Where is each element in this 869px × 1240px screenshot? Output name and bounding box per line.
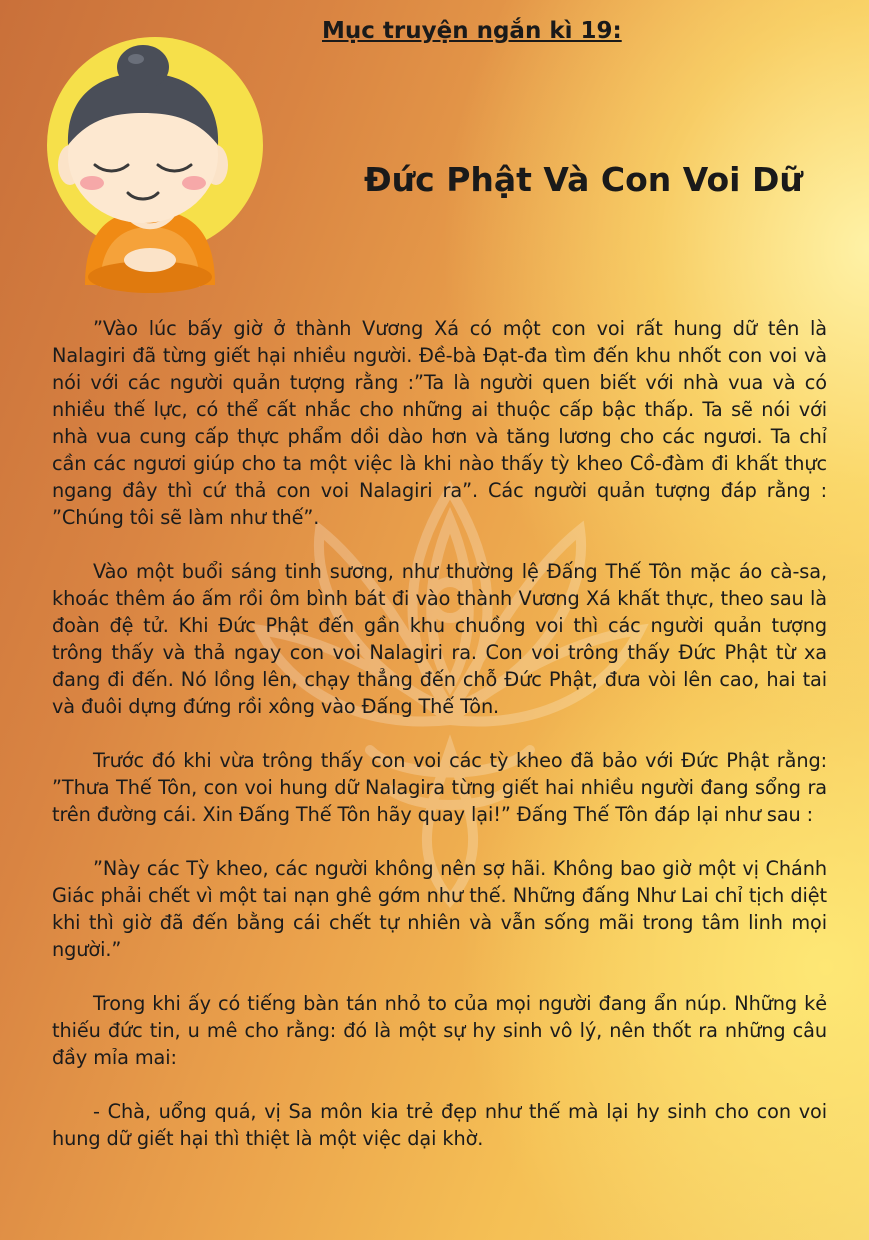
story-body (52, 315, 827, 1179)
paragraph: ”Này các Tỳ kheo, các người không nên sợ hãi. Không bao giờ một vị Chánh Giác phải chết vì một tai nạn ghê gớm như thế. Những đấng Như Lai chỉ tịch diệt khi thì giờ đã đến bằng cái chết tự nhiên và vẫn sống mãi trong tâm linh mọi người.” (52, 857, 827, 961)
buddha-mascot-icon (0, 5, 265, 300)
paragraph: - Chà, uổng quá, vị Sa môn kia trẻ đẹp như thế mà lại hy sinh cho con voi hung dữ giết hại thì thiệt là một việc dại khờ. (52, 1100, 827, 1150)
story-title: Đức Phật Và Con Voi Dữ (364, 160, 803, 199)
paragraph: Trong khi ấy có tiếng bàn tán nhỏ to của mọi người đang ẩn núp. Những kẻ thiếu đức tin, u mê cho rằng: đó là một sự hy sinh vô lý, nên thốt ra những câu đầy mỉa mai: (52, 992, 827, 1069)
paragraph: Trước đó khi vừa trông thấy con voi các tỳ kheo đã bảo với Đức Phật rằng: ”Thưa Thế Tôn, con voi hung dữ Nalagira từng giết hai nhiều người đang sổng ra trên đường cái. Xin Đấng Thế Tôn hãy quay lại!” Đấng Thế Tôn đáp lại như sau : (52, 749, 827, 826)
paragraph: Vào một buổi sáng tinh sương, như thường lệ Đấng Thế Tôn mặc áo cà-sa, khoác thêm áo ấm rồi ôm bình bát đi vào thành Vương Xá khất thực, theo sau là đoàn đệ tử. Khi Đức Phật đến gần khu chuồng voi thì các người quản tượng trông thấy và thả ngay con voi Nalagiri ra. Con voi trông thấy Đức Phật từ xa đang đi đến. Nó lồng lên, chạy thẳng đến chỗ Đức Phật, đưa vòi lên cao, hai tai và đuôi dựng đứng rồi xông vào Đấng Thế Tôn. (52, 560, 827, 718)
paragraph: ”Vào lúc bấy giờ ở thành Vương Xá có một con voi rất hung dữ tên là Nalagiri đã từng giết hại nhiều người. Đề-bà Đạt-đa tìm đến khu nhốt con voi và nói với các người quản tượng rằng :”Ta là người quen biết với nhà vua và có nhiều thế lực, có thể cất nhắc cho những ai thuộc cấp bậc thấp. Ta sẽ nói với nhà vua cung cấp thực phẩm dồi dào hơn và tăng lương cho các ngươi. Ta chỉ cần các ngươi giúp cho ta một việc là khi nào thấy tỳ kheo Cồ-đàm đi khất thực ngang đây thì cứ thả con voi Nalagiri ra”. Các người quản tượng đáp rằng : ”Chúng tôi sẽ làm như thế”. (52, 317, 827, 529)
section-title: Mục truyện ngắn kì 19: (322, 18, 622, 44)
